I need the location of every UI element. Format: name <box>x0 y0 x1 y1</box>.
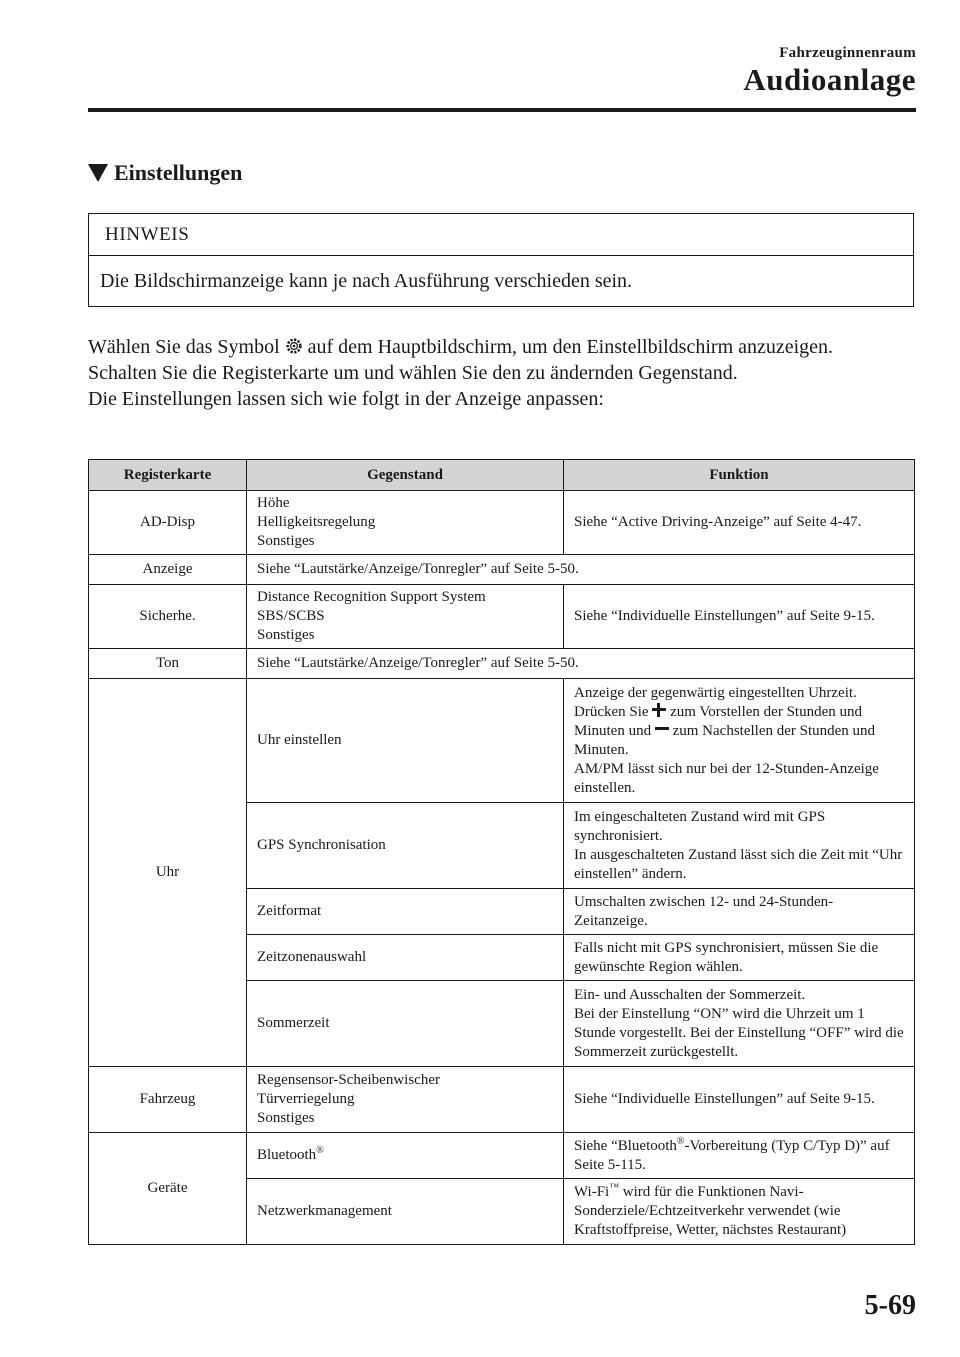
function-line: Im eingeschalteten Zustand wird mit GPS synchronisiert. <box>574 808 826 844</box>
chapter-label: Fahrzeuginnenraum <box>779 45 916 61</box>
function-text: zum Vorstellen der Stunden und Minuten und <box>574 703 862 739</box>
item-cell: Uhr einstellen <box>247 679 564 803</box>
item-line: Helligkeitsregelung <box>257 514 376 530</box>
function-line: Anzeige der gegenwärtig eingestellten Uhrzeit. <box>574 684 857 701</box>
minus-icon <box>655 722 669 736</box>
trademark-mark: ™ <box>609 1182 620 1193</box>
item-line: Distance Recognition Support System <box>257 589 486 605</box>
table-row <box>89 585 915 649</box>
item-cell: GPS Synchronisation <box>247 803 564 889</box>
intro-line-1b: auf dem Hauptbildschirm, um den Einstellbildschirm anzuzeigen. <box>307 336 834 358</box>
tab-cell: Fahrzeug <box>89 1067 247 1133</box>
function-cell: Siehe “Individuelle Einstellungen” auf Seite 9-15. <box>564 1067 915 1133</box>
plus-icon <box>652 703 666 717</box>
triangle-down-icon <box>88 164 108 182</box>
item-cell <box>247 491 564 555</box>
column-header-tab: Registerkarte <box>89 460 247 491</box>
function-text: Wi-Fi <box>574 1184 610 1200</box>
function-text: Drücken Sie <box>574 703 649 720</box>
function-cell <box>564 981 915 1067</box>
item-cell <box>247 585 564 649</box>
function-line: AM/PM lässt sich nur bei der 12-Stunden-Anzeige einstellen. <box>574 760 879 796</box>
table-row <box>89 491 915 555</box>
table-row <box>89 555 915 585</box>
page-header-title: Audioanlage <box>743 62 916 97</box>
function-cell <box>564 1179 915 1245</box>
function-cell <box>564 803 915 889</box>
registered-mark: ® <box>676 1135 685 1147</box>
function-cell <box>564 1133 915 1179</box>
function-line: Bei der Einstellung “ON” wird die Uhrzeit um 1 Stunde vorgestellt. Bei der Einstellung “OFF” wird die Sommerzeit zurückgestellt. <box>574 1005 904 1060</box>
item-cell: Zeitformat <box>247 889 564 935</box>
item-cell: Netzwerkmanagement <box>247 1179 564 1245</box>
settings-table <box>88 459 915 1245</box>
column-header-function: Funktion <box>564 460 915 491</box>
function-cell: Siehe “Individuelle Einstellungen” auf Seite 9-15. <box>564 585 915 649</box>
intro-paragraph-2: Schalten Sie die Registerkarte um und wählen Sie den zu ändernden Gegenstand. <box>88 362 738 384</box>
section-heading <box>88 160 242 186</box>
merged-function-cell: Siehe “Lautstärke/Anzeige/Tonregler” auf Seite 5-50. <box>247 555 915 585</box>
function-text: zum Nachstellen der Stunden und Minuten. <box>574 722 876 758</box>
item-line: Höhe <box>257 495 290 511</box>
item-line: SBS/SCBS <box>257 608 325 624</box>
note-box <box>88 213 914 307</box>
function-text: Siehe “Bluetooth <box>574 1137 677 1154</box>
intro-line-1a: Wählen Sie das Symbol <box>88 336 280 358</box>
gear-icon <box>286 338 302 354</box>
header-divider <box>88 108 916 112</box>
tab-cell: Anzeige <box>89 555 247 585</box>
item-cell: Zeitzonenauswahl <box>247 935 564 981</box>
item-cell: Sommerzeit <box>247 981 564 1067</box>
table-row <box>89 1067 915 1133</box>
item-cell <box>247 1133 564 1179</box>
table-row <box>89 649 915 679</box>
item-line: Sonstiges <box>257 1110 315 1126</box>
table-header-row <box>89 460 915 491</box>
registered-mark: ® <box>316 1145 324 1156</box>
merged-function-cell: Siehe “Lautstärke/Anzeige/Tonregler” auf Seite 5-50. <box>247 649 915 679</box>
function-text: wird für die Funktionen Navi-Sonderziele/Echtzeitverkehr verwendet (wie Kraftstoffpreise, Wetter, nächstes Restaurant) <box>574 1184 847 1238</box>
table-row <box>89 679 915 803</box>
item-line: Türverriegelung <box>257 1091 355 1107</box>
section-title: Einstellungen <box>114 160 243 185</box>
function-line: Ein- und Ausschalten der Sommerzeit. <box>574 986 806 1003</box>
tab-cell: Uhr <box>89 679 247 1067</box>
item-line: Regensensor-Scheibenwischer <box>257 1072 440 1088</box>
note-heading: HINWEIS <box>89 214 913 256</box>
page-number: 5-69 <box>864 1290 916 1321</box>
function-cell: Umschalten zwischen 12- und 24-Stunden-Zeitanzeige. <box>564 889 915 935</box>
function-cell: Siehe “Active Driving-Anzeige” auf Seite 4-47. <box>564 491 915 555</box>
item-cell <box>247 1067 564 1133</box>
column-header-item: Gegenstand <box>247 460 564 491</box>
tab-cell: Ton <box>89 649 247 679</box>
tab-cell: Sicherhe. <box>89 585 247 649</box>
intro-paragraph-1 <box>88 334 928 360</box>
function-line: In ausgeschalteten Zustand lässt sich die Zeit mit “Uhr einstellen” ändern. <box>574 846 903 882</box>
function-cell: Falls nicht mit GPS synchronisiert, müssen Sie die gewünschte Region wählen. <box>564 935 915 981</box>
tab-cell: Geräte <box>89 1133 247 1245</box>
item-line: Sonstiges <box>257 627 315 643</box>
intro-text <box>88 334 928 412</box>
intro-paragraph-3: Die Einstellungen lassen sich wie folgt in der Anzeige anpassen: <box>88 388 604 410</box>
function-text: -Vorbereitung (Typ C/Typ D)” auf Seite 5-115. <box>574 1137 890 1173</box>
item-text: Bluetooth <box>257 1147 317 1163</box>
note-text: Die Bildschirmanzeige kann je nach Ausführung verschieden sein. <box>100 270 633 292</box>
tab-cell: AD-Disp <box>89 491 247 555</box>
item-line: Sonstiges <box>257 533 315 549</box>
function-line <box>574 703 904 760</box>
table-row <box>89 1133 915 1179</box>
function-cell <box>564 679 915 803</box>
